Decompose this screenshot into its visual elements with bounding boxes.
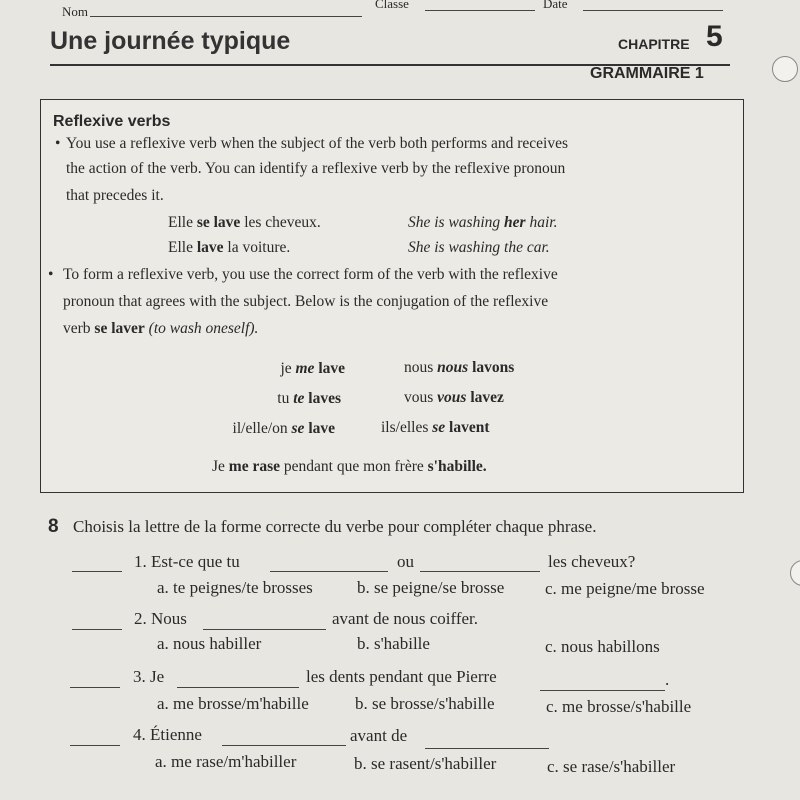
- chapitre-number: 5: [706, 20, 723, 53]
- answer-blank-4[interactable]: [70, 745, 120, 746]
- bullet-2-marker: •: [48, 266, 54, 283]
- conj-je: je me lave: [280, 360, 345, 377]
- item-1-option-c[interactable]: c. me peigne/me brosse: [545, 579, 705, 598]
- item-2-option-b[interactable]: b. s'habille: [357, 634, 430, 653]
- answer-blank-3[interactable]: [70, 687, 120, 688]
- item-3-blank-b[interactable]: [540, 690, 665, 691]
- item-4-blank-b[interactable]: [425, 748, 549, 749]
- item-2-option-a[interactable]: a. nous habiller: [157, 634, 262, 653]
- item-4-prompt-a: 4. Étienne: [133, 725, 202, 744]
- bullet-2-line-3: verb se laver (to wash oneself).: [63, 320, 259, 337]
- bullet-1-line-1: You use a reflexive verb when the subject of the verb both performs and receives: [66, 135, 569, 152]
- item-1-prompt-a: 1. Est-ce que tu: [134, 552, 240, 571]
- item-4-option-a[interactable]: a. me rase/m'habiller: [155, 752, 297, 771]
- answer-blank-2[interactable]: [72, 629, 122, 630]
- example-sentence: Je me rase pendant que mon frère s'habille.: [212, 458, 487, 475]
- item-3-prompt-b: les dents pendant que Pierre: [306, 667, 497, 686]
- exercise-instruction: Choisis la lettre de la forme correcte du verbe pour compléter chaque phrase.: [73, 517, 597, 536]
- conj-ils: ils/elles se lavent: [381, 419, 490, 436]
- nom-field[interactable]: [90, 16, 362, 17]
- item-1-prompt-b: ou: [397, 552, 414, 571]
- item-3-option-a[interactable]: a. me brosse/m'habille: [157, 694, 309, 713]
- item-2-blank[interactable]: [203, 629, 326, 630]
- conj-vous: vous vous lavez: [404, 389, 504, 406]
- bullet-1-line-2: the action of the verb. You can identify a reflexive verb by the reflexive pronoun: [66, 160, 566, 177]
- item-4-blank-a[interactable]: [222, 745, 346, 746]
- item-3-blank-a[interactable]: [177, 687, 299, 688]
- answer-blank-1[interactable]: [72, 571, 122, 572]
- item-3-option-c[interactable]: c. me brosse/s'habille: [546, 697, 692, 716]
- section-label: GRAMMAIRE 1: [590, 65, 704, 82]
- item-1-prompt-c: les cheveux?: [548, 552, 636, 571]
- classe-field[interactable]: [425, 10, 535, 11]
- example-en-2: She is washing the car.: [408, 239, 550, 256]
- item-2-option-c[interactable]: c. nous habillons: [545, 637, 660, 656]
- bullet-1-line-3: that precedes it.: [66, 187, 164, 204]
- item-3-prompt-c: .: [665, 670, 670, 689]
- bullet-2-line-2: pronoun that agrees with the subject. Below is the conjugation of the reflexive: [63, 293, 549, 310]
- item-4-prompt-b: avant de: [350, 726, 408, 745]
- box-heading: Reflexive verbs: [53, 113, 171, 130]
- chapitre-label: CHAPITRE: [618, 36, 690, 52]
- item-2-prompt-b: avant de nous coiffer.: [332, 609, 479, 628]
- item-1-blank-a[interactable]: [270, 571, 388, 572]
- item-4-option-b[interactable]: b. se rasent/s'habiller: [354, 754, 497, 773]
- conj-nous: nous nous lavons: [404, 359, 515, 376]
- date-label: Date: [543, 0, 568, 11]
- bullet-2-line-1: To form a reflexive verb, you use the correct form of the verb with the reflexive: [63, 266, 558, 283]
- item-3-prompt-a: 3. Je: [133, 667, 165, 686]
- example-fr-2: Elle lave la voiture.: [168, 239, 291, 256]
- page-title: Une journée typique: [50, 27, 291, 55]
- conj-tu: tu te laves: [277, 390, 341, 407]
- bullet-1-marker: •: [55, 135, 61, 152]
- example-en-1: She is washing her hair.: [408, 214, 558, 231]
- item-1-blank-b[interactable]: [420, 571, 540, 572]
- item-1-option-b[interactable]: b. se peigne/se brosse: [357, 578, 505, 597]
- date-field[interactable]: [583, 10, 723, 11]
- item-4-option-c[interactable]: c. se rase/s'habiller: [547, 757, 676, 776]
- item-2-prompt-a: 2. Nous: [134, 609, 187, 628]
- punch-hole-bottom: [790, 560, 800, 586]
- nom-label: Nom: [62, 4, 88, 19]
- example-fr-1: Elle se lave les cheveux.: [168, 214, 321, 231]
- punch-hole-top: [772, 56, 798, 82]
- exercise-number: 8: [48, 516, 59, 537]
- classe-label: Classe: [375, 0, 409, 11]
- conj-il: il/elle/on se lave: [232, 420, 335, 437]
- item-1-option-a[interactable]: a. te peignes/te brosses: [157, 578, 313, 597]
- item-3-option-b[interactable]: b. se brosse/s'habille: [355, 694, 495, 713]
